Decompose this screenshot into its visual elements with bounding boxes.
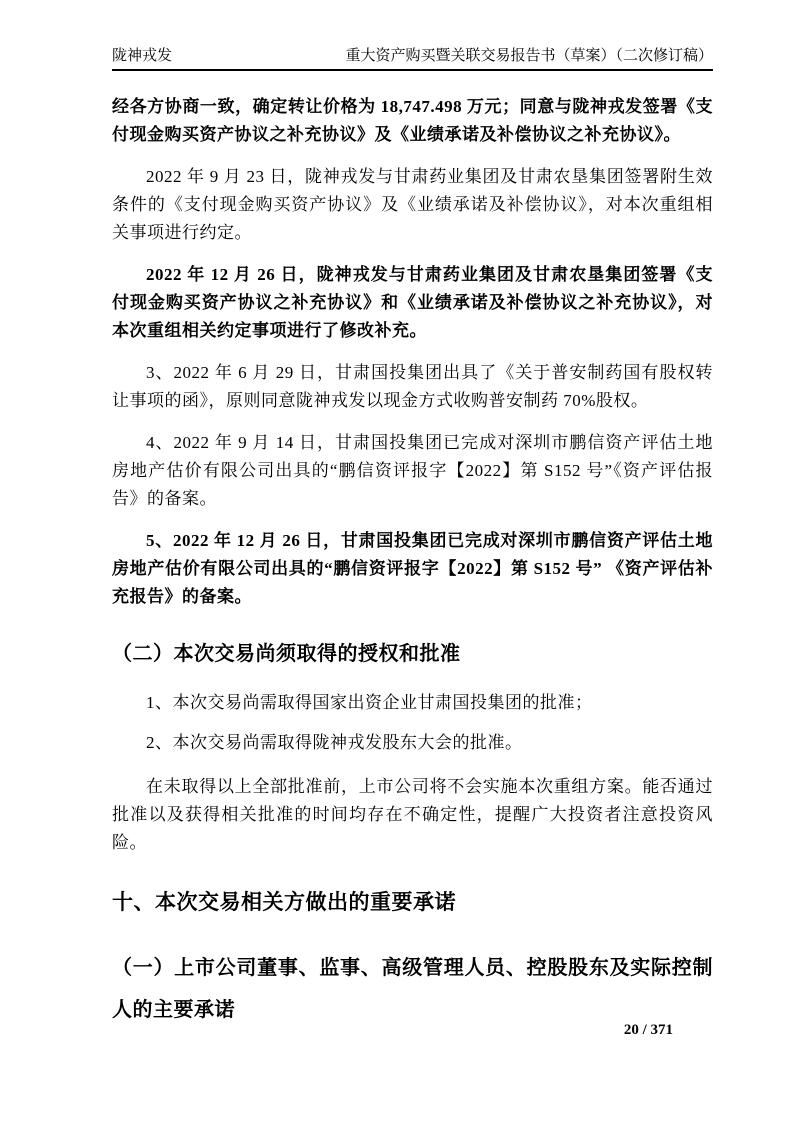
paragraph-asset-valuation-filing: 4、2022 年 9 月 14 日，甘肃国投集团已完成对深圳市鹏信资产评估土地房地产估价有限公司出具的“鹏信资评报字【2022】第 S152 号”《资产评估报告》的备案。	[112, 433, 713, 508]
content-area	[112, 0, 713, 1031]
header-report-title: 重大资产购买暨关联交易报告书（草案）（二次修订稿）	[345, 48, 713, 64]
page-number: 20 / 371	[623, 1022, 673, 1038]
page-header	[112, 46, 713, 71]
approval-item-2: 2、本次交易尚需取得陇神戎发股东大会的批准。	[146, 733, 523, 752]
approval-item-1: 1、本次交易尚需取得国家出资企业甘肃国投集团的批准；	[146, 693, 593, 712]
paragraph-transfer-price: 经各方协商一致，确定转让价格为 18,747.498 万元；同意与陇神戎发签署《支付现金购买资产协议之补充协议》及《业绩承诺及补偿协议之补充协议》。	[112, 97, 713, 144]
document-body	[112, 93, 713, 1031]
chapter-heading-commitments: 十、本次交易相关方做出的重要承诺	[112, 891, 456, 914]
paragraph-equity-transfer-letter: 3、2022 年 6 月 29 日，甘肃国投集团出具了《关于普安制药国有股权转让事项的函》，原则同意陇神戎发以现金方式收购普安制药 70%股权。	[112, 363, 713, 410]
paragraph-agreement-signing: 2022 年 9 月 23 日，陇神戎发与甘肃药业集团及甘肃农垦集团签署附生效条件的《支付现金购买资产协议》及《业绩承诺及补偿协议》，对本次重组相关事项进行约定。	[112, 167, 713, 242]
section-heading-authorization: （二）本次交易尚须取得的授权和批准	[112, 643, 461, 665]
paragraph-supplementary-agreement: 2022 年 12 月 26 日，陇神戎发与甘肃药业集团及甘肃农垦集团签署《支付现金购买资产协议之补充协议》和《业绩承诺及补偿协议之补充协议》，对本次重组相关约定事项进行了修改补充。	[112, 265, 713, 340]
paragraph-supplementary-valuation-filing: 5、2022 年 12 月 26 日，甘肃国投集团已完成对深圳市鹏信资产评估土地房地产估价有限公司出具的“鹏信资评报字【2022】第 S152 号” 《资产评估补充报告》的备案。	[112, 531, 713, 606]
section-heading-major-commitments: （一）上市公司董事、监事、高级管理人员、控股股东及实际控制人的主要承诺	[112, 957, 713, 1021]
paragraph-approval-risk-note: 在未取得以上全部批准前，上市公司将不会实施本次重组方案。能否通过批准以及获得相关批准的时间均存在不确定性，提醒广大投资者注意投资风险。	[112, 777, 713, 852]
header-company-name: 陇神戎发	[112, 48, 173, 64]
